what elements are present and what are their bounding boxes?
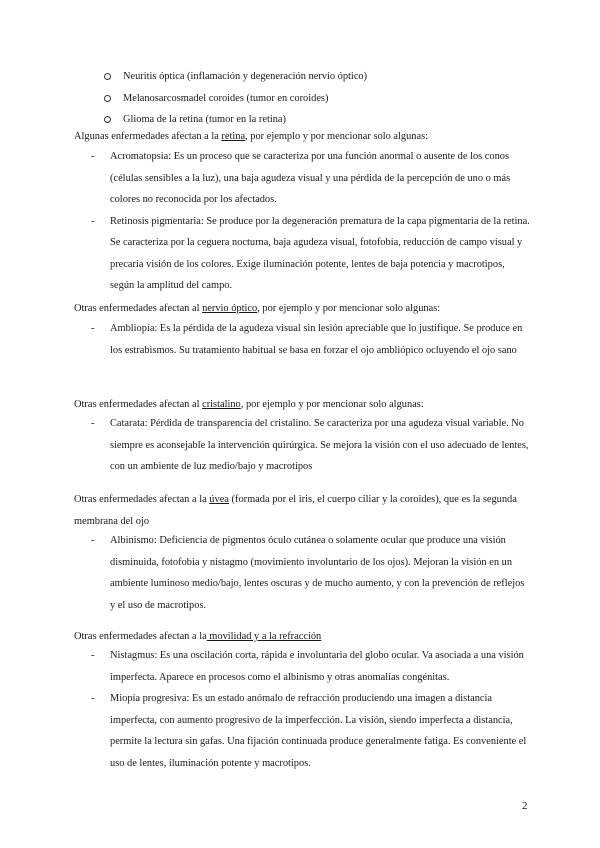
list-item-text: Glioma de la retina (tumor en la retina): [123, 114, 287, 125]
list-item: [104, 88, 367, 110]
uvea-disease-list: [91, 530, 531, 616]
list-item: [91, 530, 531, 616]
circle-bullet-icon: [104, 95, 111, 102]
nervio-intro: [74, 298, 534, 320]
uvea-intro: [74, 489, 534, 532]
list-item-text: Melanosarcosmadel coroides (tumor en coroides): [123, 92, 329, 104]
retina-intro: [74, 126, 534, 148]
intro-text: Otras enfermedades afectan al: [74, 399, 203, 410]
intro-term: movilidad y a la refracción: [206, 631, 322, 642]
intro-text: (formada por el iris, el cuerpo ciliar y la coroides), que es la segunda membrana del ojo: [74, 494, 517, 527]
list-item: [91, 146, 531, 211]
list-item-text: Acromatopsia: Es un proceso que se caracteriza por una función anormal o ausente de los conos (células sensibles a la luz), una baja agudeza visual y una pérdida de la percepción de uno o más colores no reconocida por los afectados.: [110, 151, 511, 205]
list-item-text: Retinosis pigmentaria: Se produce por la degeneración prematura de la capa pigmentaria de la retina. Se caracteriza por la ceguera nocturna, baja agudeza visual, fotofobia, reducción de campo visual y precaria visión de los colores. Exige iluminación potente, lentes de baja potencia y macrotipos, según la amplitud del campo.: [110, 215, 530, 291]
retina-subtype-list: [104, 66, 367, 131]
list-item: [91, 413, 531, 478]
intro-term: úvea: [209, 494, 229, 505]
list-item: [91, 318, 531, 361]
dash-bullet: -: [91, 323, 95, 334]
list-item: [91, 645, 531, 688]
intro-text: Algunas enfermedades afectan a la: [74, 131, 222, 142]
intro-text: , por ejemplo y por mencionar solo algunas:: [245, 131, 429, 142]
dash-bullet: -: [91, 418, 95, 429]
list-item-text: Ambliopía: Es la pérdida de la agudeza visual sin lesión apreciable que lo justifique. Se produce en los estrabismos. Su tratamiento habitual se basa en forzar el ojo ambliópico ocluyendo el ojo sano: [110, 323, 523, 356]
retina-disease-list: [91, 146, 531, 297]
intro-term: retina: [221, 131, 246, 142]
cristalino-disease-list: [91, 413, 531, 478]
list-item: [104, 66, 367, 88]
list-item-text: Neuritis óptica (inflamación y degeneración nervio óptico): [123, 71, 368, 82]
dash-bullet: -: [91, 151, 95, 162]
intro-text: Otras enfermedades afectan a la: [74, 631, 207, 642]
list-item-text: Nistagmus: Es una oscilación corta, rápida e involuntaria del globo ocular. Va asociada a una visión imperfecta. Aparece en procesos como el albinismo y otras anomalías congénitas.: [110, 650, 524, 683]
intro-text: Otras enfermedades afectan a la: [74, 494, 210, 505]
circle-bullet-icon: [104, 73, 111, 80]
intro-text: , por ejemplo y por mencionar solo algunas:: [240, 399, 424, 410]
list-item-text: Albinismo: Deficiencia de pigmentos óculo cutánea o solamente ocular que produce una visión disminuida, fotofobia y nistagmo (movimiento involuntario de los ojos). Mejoran la visión en un ambiente luminoso medio/bajo, lentes oscuras y de mucho aumento, y con la prevención de reflejos y el uso de macrotipos.: [110, 535, 525, 611]
movilidad-disease-list: [91, 645, 531, 774]
circle-bullet-icon: [104, 116, 111, 123]
list-item-text: Catarata: Pérdida de transparencia del cristalino. Se caracteriza por una agudeza visual variable. No siempre es aconsejable la intervención quirúrgica. Se mejora la visión con el uso adecuado de lentes, con un ambiente de luz medio/bajo y macrotipos: [110, 418, 529, 472]
intro-text: , por ejemplo y por mencionar solo algunas:: [257, 303, 441, 314]
dash-bullet: -: [91, 215, 95, 227]
list-item-text: Miopía progresiva: Es un estado anómalo de refracción produciendo una imagen a distancia imperfecta, con aumento progresivo de la imperfección. La visión, siendo imperfecta a distancia, permite la lectura sin gafas. Una fijación continuada produce generalmente fatiga. Es conveniente el uso de lentes, iluminación potente y macrotipos.: [110, 693, 527, 769]
nervio-disease-list: [91, 318, 531, 361]
page-number: 2: [522, 800, 528, 812]
list-item: [91, 211, 531, 297]
intro-term: nervio óptico: [202, 303, 258, 314]
list-item: [91, 688, 531, 774]
dash-bullet: -: [91, 693, 95, 704]
dash-bullet: -: [91, 650, 95, 661]
dash-bullet: -: [91, 535, 95, 546]
intro-term: cristalino: [202, 399, 241, 410]
intro-text: Otras enfermedades afectan al: [74, 303, 203, 314]
